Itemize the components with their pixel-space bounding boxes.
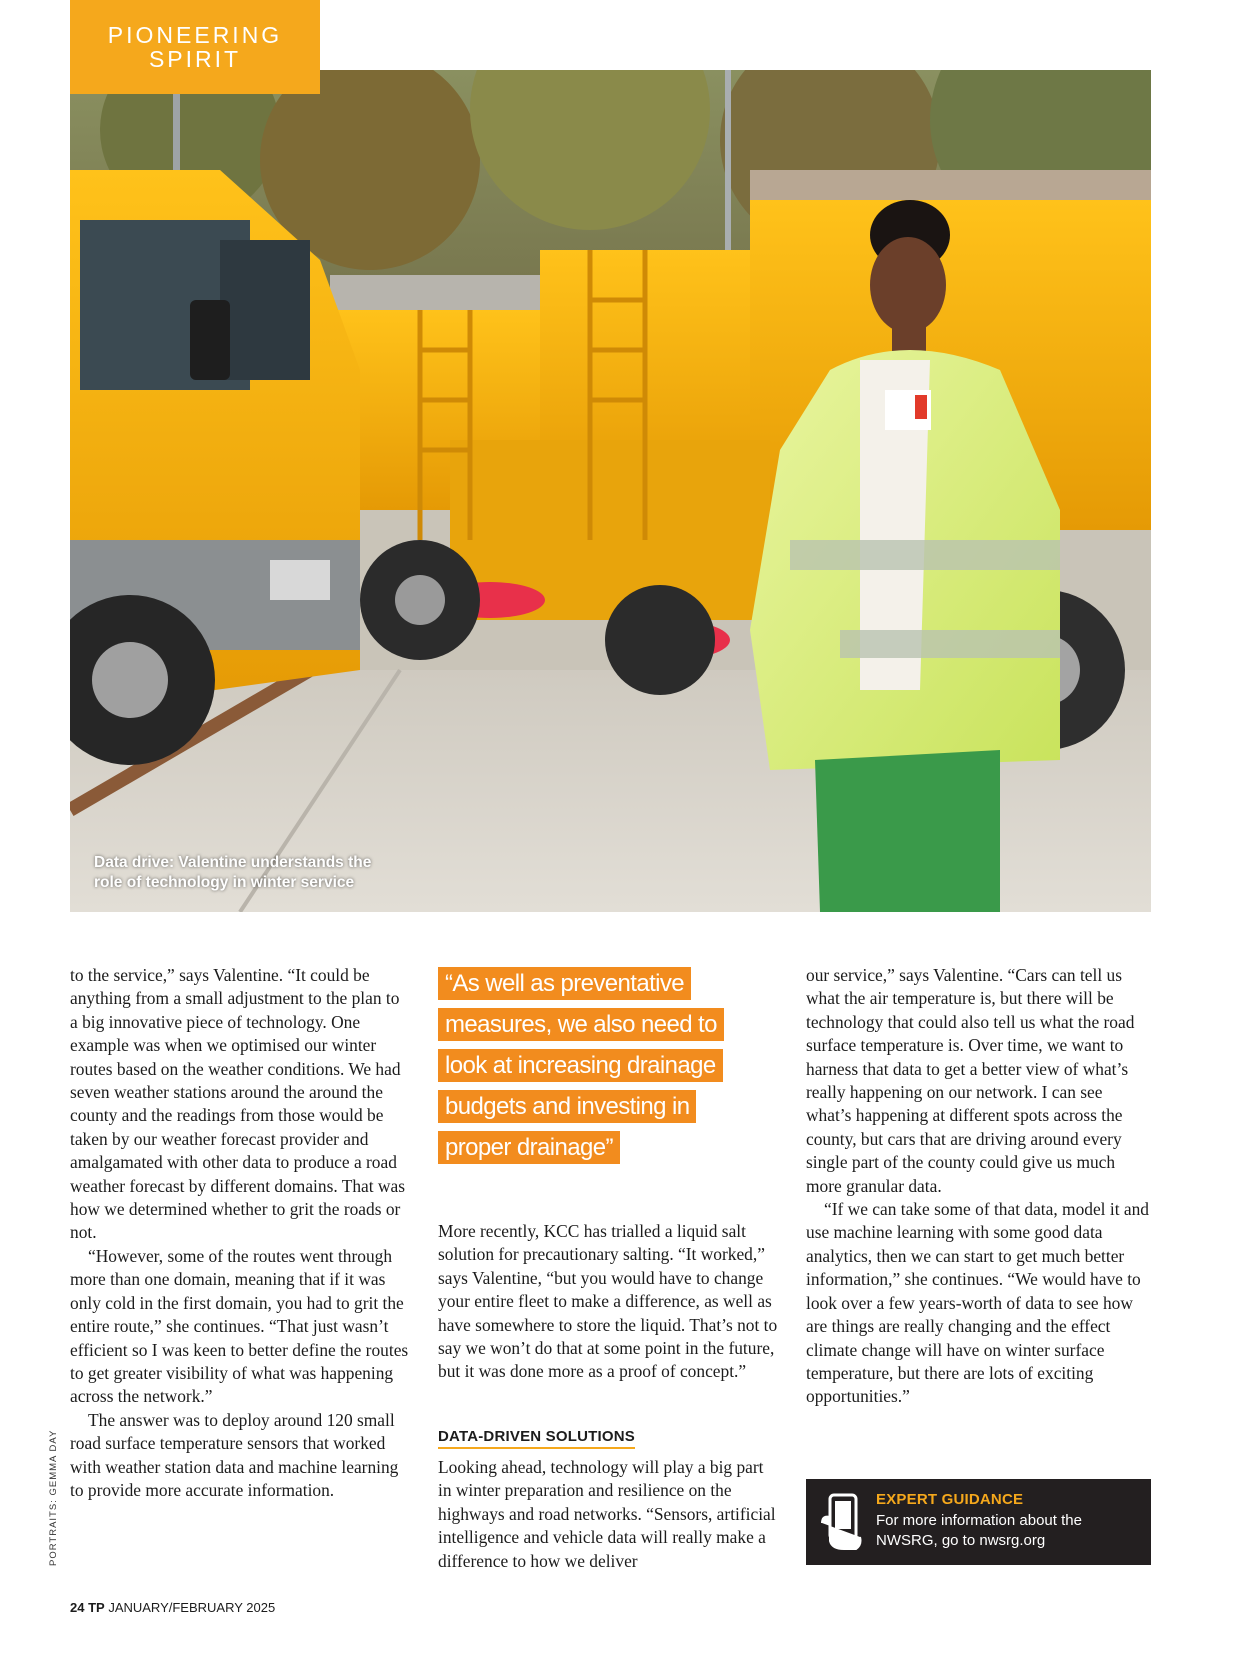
body-column-left bbox=[70, 964, 410, 1502]
expert-guidance-box bbox=[806, 1479, 1151, 1565]
gritter-trucks-and-person-image bbox=[70, 70, 1151, 912]
hero-photo bbox=[70, 70, 1151, 912]
paragraph: to the service,” says Valentine. “It could be anything from a small adjustment to the plan to a big innovative piece of technology. One example was when we optimised our winter routes based on the weather conditions. We had seven weather stations around the around the county and the readings from those would be taken by our weather forecast provider and amalgamated with other data to produce a road weather forecast by different domains. That was how we determined whether to grit the roads or not. bbox=[70, 965, 405, 1243]
paragraph: The answer was to deploy around 120 small road surface temperature sensors that worked with weather station data and machine learning to provide more accurate information. bbox=[70, 1409, 399, 1500]
expert-guidance-text: For more information about the NWSRG, go to nwsrg.org bbox=[876, 1512, 1082, 1549]
paragraph: “If we can take some of that data, model it and use machine learning with some good data analytics, then we can start to get much better information,” she continues. “We would have to look over a few years-worth of data to see how are things are really changing and the effect climate change will have on winter surface temperature, but there are lots of exciting opportunities.” bbox=[806, 1199, 1149, 1407]
page-folio bbox=[70, 1600, 275, 1615]
expert-guidance-title: EXPERT GUIDANCE bbox=[876, 1491, 1024, 1508]
pull-quote-text: “As well as preventative measures, we also need to look at increasing drainage budgets and investing in proper drainage” bbox=[438, 967, 724, 1164]
page-number: 24 TP bbox=[70, 1600, 105, 1615]
body-column-middle bbox=[438, 1220, 778, 1384]
photo-caption: Data drive: Valentine understands the role of technology in winter service bbox=[94, 854, 372, 891]
photo-credit: PORTRAITS: GEMMA DAY bbox=[48, 1429, 59, 1566]
paragraph: “However, some of the routes went through more than one domain, meaning that if it was only cold in the first domain, you had to grit the entire route,” she continues. “That just wasn’t efficient so I was keen to better define the routes to get greater visibility of what was happening across the network.” bbox=[70, 1245, 409, 1407]
phone-hand-icon bbox=[820, 1493, 864, 1551]
issue-date: JANUARY/FEBRUARY 2025 bbox=[108, 1600, 276, 1615]
body-column-right bbox=[806, 964, 1151, 1409]
paragraph: our service,” says Valentine. “Cars can tell us what the air temperature is, but there will be technology that could also tell us what the road surface temperature is. Over time, we want to harness that data to get a better view of what’s really happening on our network. I can see what’s happening at different spots across the county, but cars that are driving around every single part of the county could give us much more granular data. bbox=[806, 965, 1135, 1196]
paragraph: Looking ahead, technology will play a big part in winter preparation and resilience on the highways and road networks. “Sensors, artificial intelligence and vehicle data will really make a difference to how we deliver bbox=[438, 1457, 776, 1571]
pull-quote bbox=[438, 963, 758, 1168]
section-tab bbox=[70, 0, 320, 94]
section-tab-label: PIONEERING SPIRIT bbox=[107, 22, 283, 72]
paragraph: More recently, KCC has trialled a liquid salt solution for precautionary salting. “It worked,” says Valentine, “but you would have to change your entire fleet to make a difference, as well as have somewhere to store the liquid. That’s not to say we won’t do that at some point in the future, but it was done more as a proof of concept.” bbox=[438, 1221, 778, 1382]
body-column-middle-continued bbox=[438, 1456, 778, 1573]
section-subheading: DATA-DRIVEN SOLUTIONS bbox=[438, 1428, 635, 1449]
